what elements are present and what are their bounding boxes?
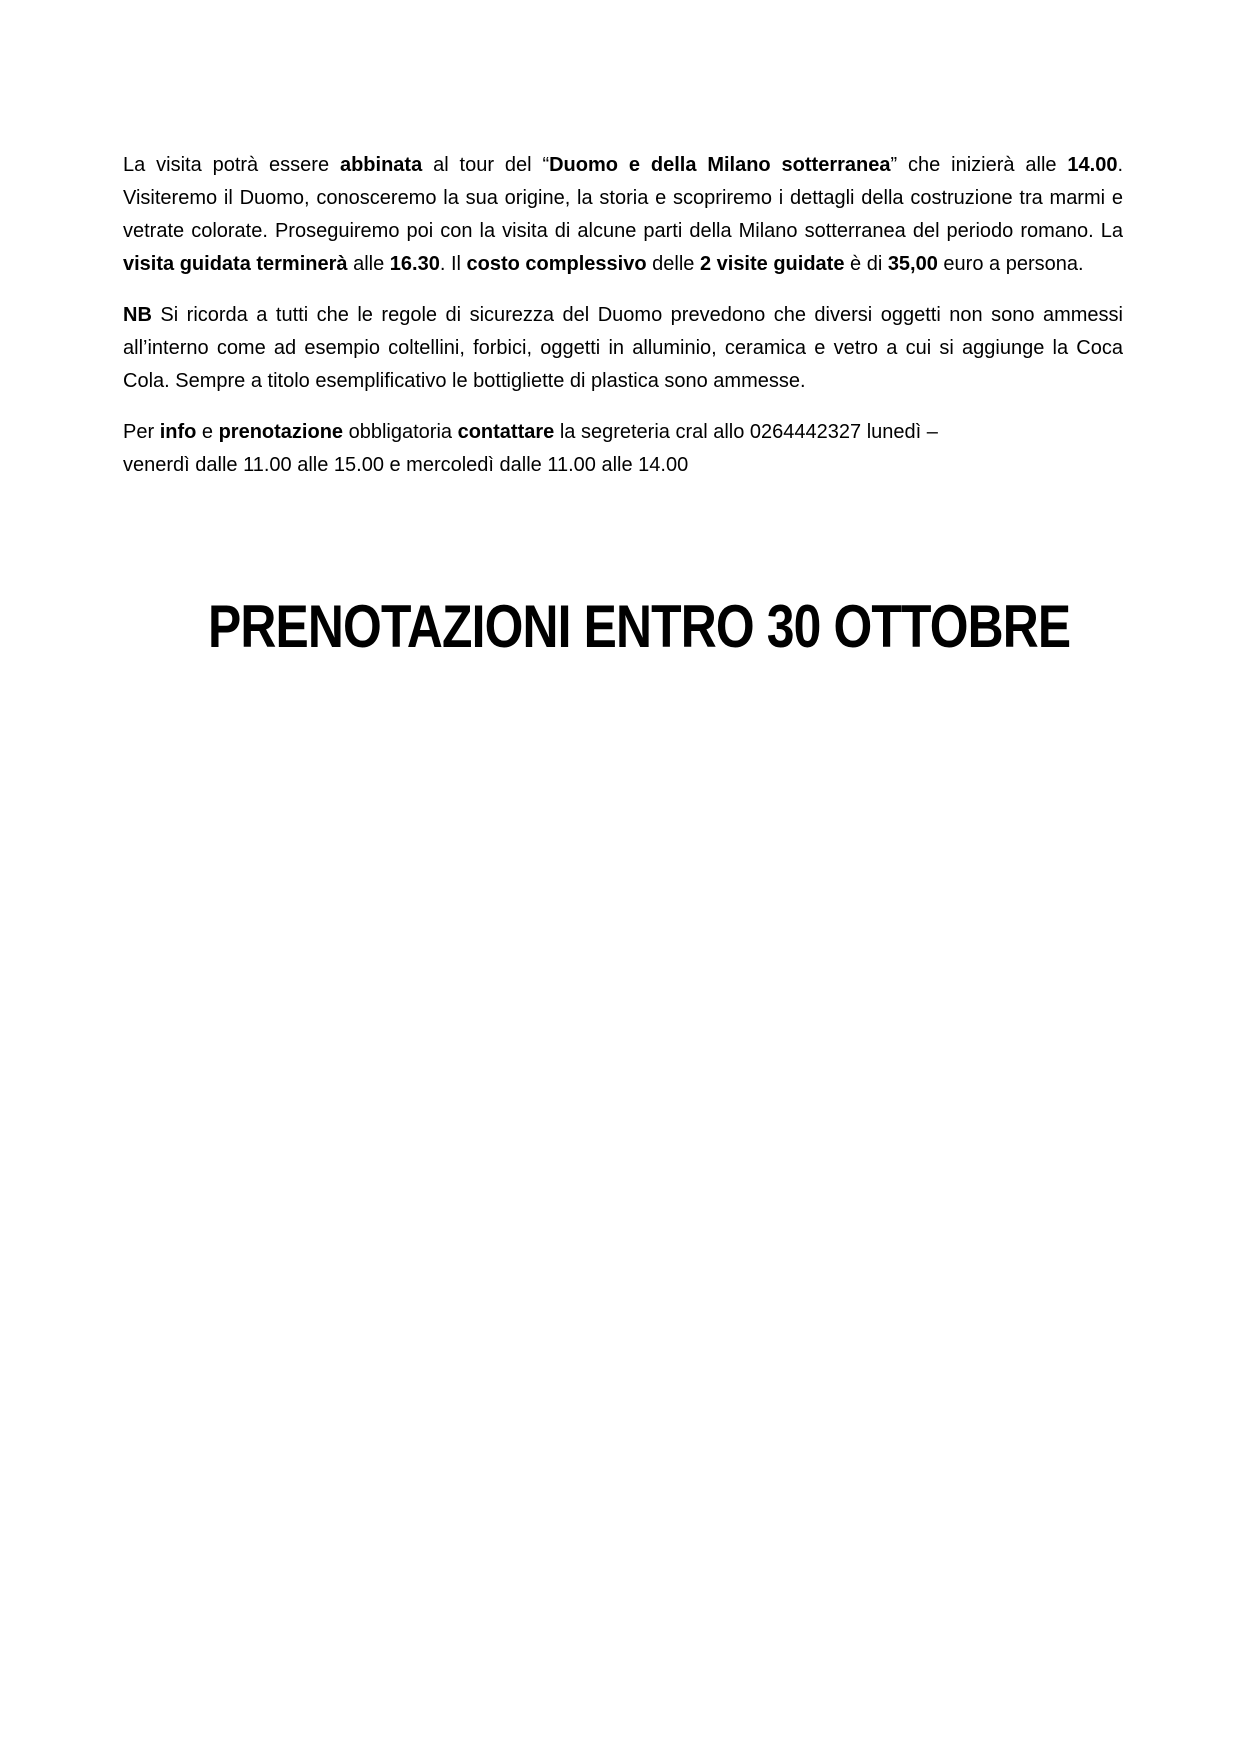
deadline-heading: PRENOTAZIONI ENTRO 30 OTTOBRE xyxy=(208,593,1071,660)
text-run: Si ricorda a tutti che le regole di sicurezza del Duomo prevedono che diversi oggetti non sono ammessi all’interno come ad esempio coltellini, forbici, oggetti in alluminio, ceramica e vetro a cui si aggiunge la Coca Cola. Sempre a titolo esemplificativo le bottigliette di plastica sono ammesse. xyxy=(123,304,1123,392)
text-run: venerdì dalle 11.00 alle 15.00 e mercoledì dalle 11.00 alle 14.00 xyxy=(123,454,689,476)
text-run-bold: info xyxy=(159,421,197,443)
text-run-bold: visita guidata terminerà xyxy=(123,253,348,275)
paragraph-nb-sicurezza xyxy=(123,299,1123,398)
text-run: alle xyxy=(347,253,390,275)
text-run: la segreteria cral allo 0264442327 lunedì – xyxy=(554,421,938,443)
paragraph-visita-abbinata xyxy=(123,149,1123,281)
paragraph-info-prenotazione xyxy=(123,416,1123,482)
text-run-bold: abbinata xyxy=(339,154,423,176)
text-run-bold: 16.30 xyxy=(389,253,440,275)
text-run: La visita potrà essere xyxy=(123,154,340,176)
text-run: delle xyxy=(646,253,700,275)
text-run-bold: costo complessivo xyxy=(466,253,647,275)
text-run-bold: Duomo e della Milano sotterranea xyxy=(549,154,891,176)
text-run: è di xyxy=(844,253,888,275)
text-run-bold: prenotazione xyxy=(218,421,344,443)
text-run-bold: contattare xyxy=(457,421,555,443)
text-run: Per xyxy=(123,421,160,443)
text-run: ” che inizierà alle xyxy=(890,154,1068,176)
text-run: euro a persona. xyxy=(937,253,1084,275)
text-run: . Visiteremo il Duomo, conosceremo la sua origine, la storia e scopriremo i dettagli della costruzione tra marmi e vetrate colorate. Proseguiremo poi con la visita di alcune parti della Milano sotterranea del periodo romano. La xyxy=(123,154,1124,242)
text-run-bold: 14.00 xyxy=(1067,154,1118,176)
text-run: . Il xyxy=(439,253,467,275)
text-run-bold: NB xyxy=(123,304,152,326)
text-run: obbligatoria xyxy=(343,421,458,443)
document-body xyxy=(123,149,1123,482)
text-run-bold: 35,00 xyxy=(887,253,938,275)
text-run-bold: 2 visite guidate xyxy=(699,253,845,275)
text-run: al tour del “ xyxy=(422,154,550,176)
text-run: e xyxy=(196,421,219,443)
